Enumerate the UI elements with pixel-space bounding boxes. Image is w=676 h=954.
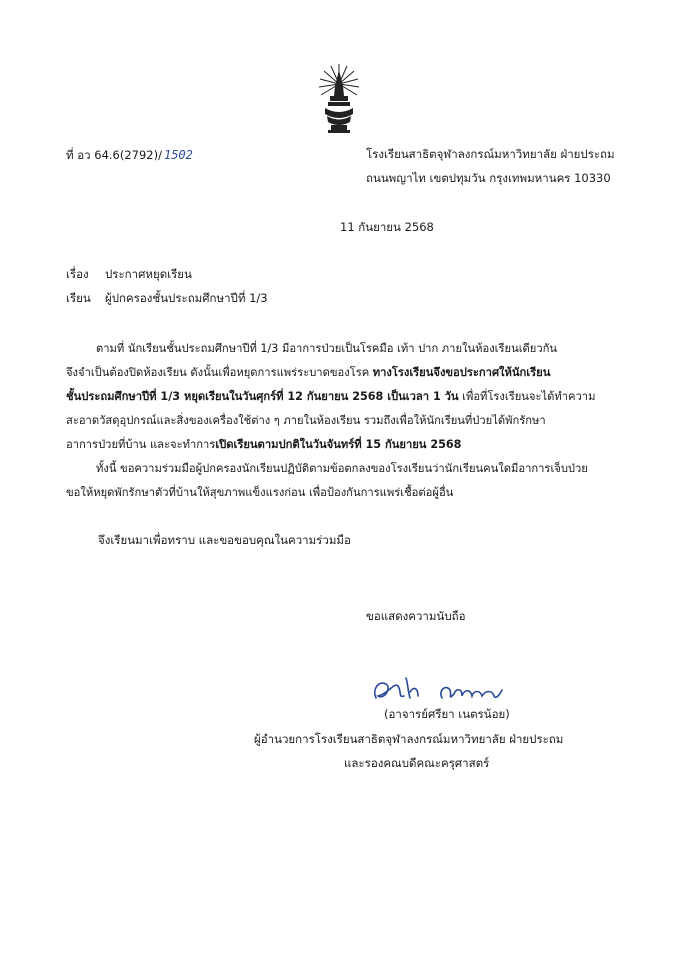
paragraph-line [66,486,614,510]
school-address-line2: ถนนพญาไท เขตปทุมวัน กรุงเทพมหานคร 10330 [366,171,611,185]
paragraph-line [66,462,614,486]
letter-date: 11 กันยายน 2568 [340,220,434,234]
bold-text-span: ชั้นประถมศึกษาปีที่ 1/3 หยุดเรียนในวันศุกร์ที่ 12 กันยายน 2568 เป็นเวลา 1 วัน [66,390,459,403]
body-paragraph-2 [66,462,614,510]
signatory-position-2: และรองคณบดีคณะครุศาสตร์ [344,756,490,770]
reference-handwritten-number: 1502 [163,148,193,162]
paragraph-line [66,342,614,366]
recipient-text: ผู้ปกครองชั้นประถมศึกษาปีที่ 1/3 [105,291,268,305]
bold-text-span: ทางโรงเรียนจึงขอประกาศให้นักเรียน [372,366,551,379]
closing-sentence: จึงเรียนมาเพื่อทราบ และขอขอบคุณในความร่วมมือ [98,533,351,547]
regards-text: ขอแสดงความนับถือ [366,609,466,623]
subject-label: เรื่อง [66,267,89,281]
paragraph-line [66,390,614,414]
paragraph-line [66,438,614,462]
handwritten-signature [368,670,518,710]
text-span: อาการป่วยที่บ้าน และจะทำการ [66,438,216,451]
text-span: เพื่อที่โรงเรียนจะได้ทำความ [458,390,596,403]
reference-prefix: ที่ อว 64.6(2792)/ [66,148,162,162]
body-paragraph-1 [66,342,614,462]
text-span: ขอให้หยุดพักรักษาตัวที่บ้านให้สุขภาพแข็งแรงก่อน เพื่อป้องกันการแพร่เชื้อต่อผู้อื่น [66,486,454,499]
text-span: จึงจำเป็นต้องปิดห้องเรียน ดังนั้นเพื่อหยุดการแพร่ระบาดของโรค [66,366,373,379]
recipient-label: เรียน [66,291,91,305]
paragraph-line [66,414,614,438]
signatory-name: (อาจารย์ศรียา เนตรน้อย) [384,707,510,721]
school-address-line1: โรงเรียนสาธิตจุฬาลงกรณ์มหาวิทยาลัย ฝ่ายประถม [366,147,615,161]
bold-text-span: เปิดเรียนตามปกติในวันจันทร์ที่ 15 กันยายน 2568 [215,438,462,451]
text-span: ทั้งนี้ ขอความร่วมมือผู้ปกครองนักเรียนปฏิบัติตามข้อตกลงของโรงเรียนว่านักเรียนคนใดมีอาการเจ็บป่วย [96,462,588,475]
text-span: ตามที่ นักเรียนชั้นประถมศึกษาปีที่ 1/3 มีอาการป่วยเป็นโรคมือ เท้า ปาก ภายในห้องเรียนเดียวกัน [96,342,558,355]
reference-number [66,148,193,163]
signatory-position-1: ผู้อำนวยการโรงเรียนสาธิตจุฬาลงกรณ์มหาวิทยาลัย ฝ่ายประถม [254,732,564,746]
subject-text: ประกาศหยุดเรียน [105,267,192,281]
text-span: สะอาดวัสดุอุปกรณ์และสิ่งของเครื่องใช้ต่าง ๆ ภายในห้องเรียน รวมถึงเพื่อให้นักเรียนที่ป่วยได้พักรักษา [66,414,546,427]
phra-kiao-emblem-icon [317,62,361,134]
paragraph-line [66,366,614,390]
